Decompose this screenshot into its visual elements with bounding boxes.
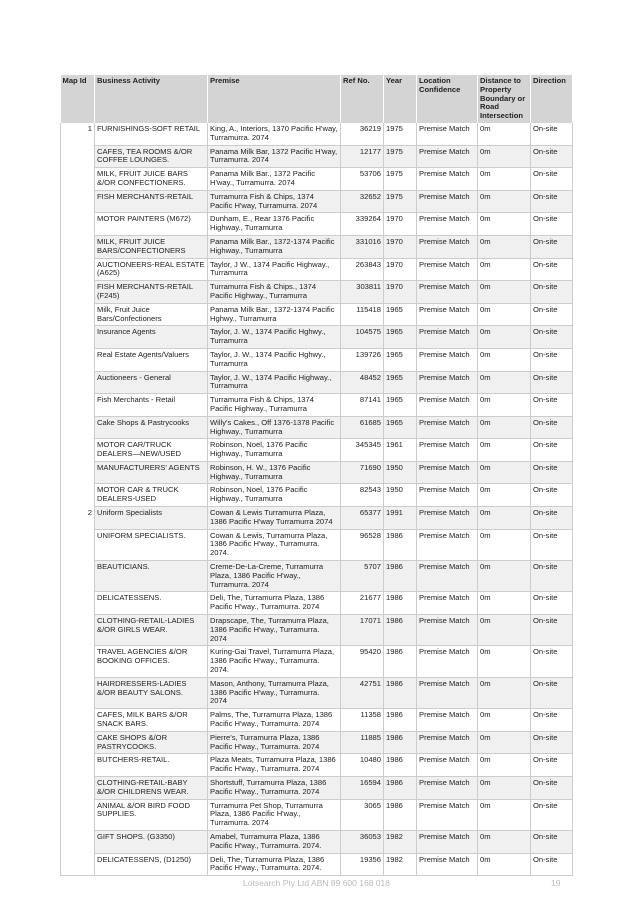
direction-cell: On-site bbox=[531, 123, 573, 145]
table-row bbox=[61, 190, 573, 213]
map-id-cell bbox=[61, 371, 95, 394]
ref-no-cell: 96528 bbox=[341, 529, 384, 560]
map-id-cell bbox=[61, 830, 95, 853]
distance-cell: 0m bbox=[478, 371, 531, 394]
map-id-cell bbox=[61, 561, 95, 592]
year-cell: 1970 bbox=[384, 281, 417, 304]
distance-cell: 0m bbox=[478, 123, 531, 145]
premise-cell: Robinson, Noel, 1376 Pacific Highway., Turramurra bbox=[208, 484, 341, 507]
year-cell: 1975 bbox=[384, 190, 417, 213]
map-id-cell: 1 bbox=[61, 123, 95, 145]
distance-cell: 0m bbox=[478, 439, 531, 462]
year-cell: 1970 bbox=[384, 213, 417, 236]
direction-cell: On-site bbox=[531, 677, 573, 708]
direction-cell: On-site bbox=[531, 258, 573, 281]
premise-cell: Shortstuff, Turramurra Plaza, 1386 Pacific H'way., Turramurra. 2074 bbox=[208, 777, 341, 800]
ref-no-cell: 82543 bbox=[341, 484, 384, 507]
direction-cell: On-site bbox=[531, 371, 573, 394]
ref-no-cell: 10480 bbox=[341, 754, 384, 777]
business-activity-cell: Uniform Specialists bbox=[95, 507, 208, 530]
premise-cell: Turramurra Fish & Chips., 1374 Pacific Highway., Turramurra bbox=[208, 281, 341, 304]
header-business-activity: Business Activity bbox=[95, 75, 208, 123]
business-activity-cell: TRAVEL AGENCIES &/OR BOOKING OFFICES. bbox=[95, 646, 208, 677]
year-cell: 1986 bbox=[384, 646, 417, 677]
distance-cell: 0m bbox=[478, 754, 531, 777]
premise-cell: Panama Milk Bar., 1372 Pacific H'way., Turramurra. 2074 bbox=[208, 168, 341, 191]
location-confidence-cell: Premise Match bbox=[417, 416, 478, 439]
ref-no-cell: 12177 bbox=[341, 145, 384, 168]
map-id-cell bbox=[61, 394, 95, 417]
business-activity-cell: AUCTIONEERS-REAL ESTATE (A625) bbox=[95, 258, 208, 281]
premise-cell: Creme-De-La-Creme, Turramurra Plaza, 1386 Pacific H'way., Turramurra. 2074 bbox=[208, 561, 341, 592]
year-cell: 1982 bbox=[384, 830, 417, 853]
business-activity-cell: FURNISHINGS-SOFT RETAIL bbox=[95, 123, 208, 145]
direction-cell: On-site bbox=[531, 561, 573, 592]
distance-cell: 0m bbox=[478, 853, 531, 876]
table-row bbox=[61, 461, 573, 484]
ref-no-cell: 339264 bbox=[341, 213, 384, 236]
direction-cell: On-site bbox=[531, 168, 573, 191]
business-activity-cell: UNIFORM SPECIALISTS. bbox=[95, 529, 208, 560]
table-row bbox=[61, 416, 573, 439]
table-row bbox=[61, 677, 573, 708]
year-cell: 1986 bbox=[384, 529, 417, 560]
ref-no-cell: 331016 bbox=[341, 235, 384, 258]
premise-cell: Amabel, Turramurra Plaza, 1386 Pacific H'way., Turramurra. 2074. bbox=[208, 830, 341, 853]
ref-no-cell: 104575 bbox=[341, 326, 384, 349]
year-cell: 1986 bbox=[384, 677, 417, 708]
ref-no-cell: 21677 bbox=[341, 592, 384, 615]
business-activity-cell: MANUFACTURERS' AGENTS bbox=[95, 461, 208, 484]
location-confidence-cell: Premise Match bbox=[417, 258, 478, 281]
table-row bbox=[61, 281, 573, 304]
premise-cell: Taylor, J. W., 1374 Pacific Hghwy., Turramurra bbox=[208, 348, 341, 371]
footer-company: Lotsearch Pty Ltd ABN 89 600 168 018 bbox=[243, 878, 390, 888]
ref-no-cell: 32652 bbox=[341, 190, 384, 213]
direction-cell: On-site bbox=[531, 281, 573, 304]
map-id-cell bbox=[61, 190, 95, 213]
table-row bbox=[61, 507, 573, 530]
direction-cell: On-site bbox=[531, 754, 573, 777]
location-confidence-cell: Premise Match bbox=[417, 281, 478, 304]
year-cell: 1986 bbox=[384, 615, 417, 646]
location-confidence-cell: Premise Match bbox=[417, 371, 478, 394]
ref-no-cell: 65377 bbox=[341, 507, 384, 530]
year-cell: 1961 bbox=[384, 439, 417, 462]
table-row bbox=[61, 484, 573, 507]
direction-cell: On-site bbox=[531, 615, 573, 646]
map-id-cell bbox=[61, 416, 95, 439]
direction-cell: On-site bbox=[531, 303, 573, 326]
distance-cell: 0m bbox=[478, 348, 531, 371]
business-activity-cell: MOTOR PAINTERS (M672) bbox=[95, 213, 208, 236]
direction-cell: On-site bbox=[531, 461, 573, 484]
premise-cell: Turramurra Pet Shop, Turramurra Plaza, 1386 Pacific H'way., Turramurra. 2074 bbox=[208, 799, 341, 830]
map-id-cell bbox=[61, 646, 95, 677]
location-confidence-cell: Premise Match bbox=[417, 394, 478, 417]
business-activity-cell: CAKE SHOPS &/OR PASTRYCOOKS. bbox=[95, 731, 208, 754]
table-row bbox=[61, 529, 573, 560]
year-cell: 1965 bbox=[384, 416, 417, 439]
ref-no-cell: 48452 bbox=[341, 371, 384, 394]
table-row bbox=[61, 561, 573, 592]
table-row bbox=[61, 830, 573, 853]
direction-cell: On-site bbox=[531, 507, 573, 530]
ref-no-cell: 53706 bbox=[341, 168, 384, 191]
ref-no-cell: 19356 bbox=[341, 853, 384, 876]
table-body bbox=[61, 123, 573, 876]
distance-cell: 0m bbox=[478, 561, 531, 592]
direction-cell: On-site bbox=[531, 853, 573, 876]
distance-cell: 0m bbox=[478, 615, 531, 646]
location-confidence-cell: Premise Match bbox=[417, 190, 478, 213]
direction-cell: On-site bbox=[531, 439, 573, 462]
premise-cell: Taylor, J. W., 1374 Pacific Highway., Turramurra bbox=[208, 371, 341, 394]
business-activity-cell: HAIRDRESSERS-LADIES &/OR BEAUTY SALONS. bbox=[95, 677, 208, 708]
location-confidence-cell: Premise Match bbox=[417, 439, 478, 462]
table-row bbox=[61, 799, 573, 830]
table-row bbox=[61, 439, 573, 462]
map-id-cell bbox=[61, 754, 95, 777]
premise-cell: Panama Milk Bar., 1372-1374 Pacific Hghwy., Turramurra bbox=[208, 303, 341, 326]
business-activity-cell: BUTCHERS-RETAIL. bbox=[95, 754, 208, 777]
ref-no-cell: 87141 bbox=[341, 394, 384, 417]
map-id-cell bbox=[61, 439, 95, 462]
business-activity-cell: Real Estate Agents/Valuers bbox=[95, 348, 208, 371]
table-row bbox=[61, 168, 573, 191]
ref-no-cell: 36053 bbox=[341, 830, 384, 853]
premise-cell: Cowan & Lewis Turramurra Plaza, 1386 Pacific H'way Turramurra 2074 bbox=[208, 507, 341, 530]
location-confidence-cell: Premise Match bbox=[417, 677, 478, 708]
business-activity-cell: CLOTHING-RETAIL-BABY &/OR CHILDRENS WEAR. bbox=[95, 777, 208, 800]
table-row bbox=[61, 646, 573, 677]
distance-cell: 0m bbox=[478, 709, 531, 732]
distance-cell: 0m bbox=[478, 592, 531, 615]
business-activity-cell: Insurance Agents bbox=[95, 326, 208, 349]
distance-cell: 0m bbox=[478, 461, 531, 484]
distance-cell: 0m bbox=[478, 190, 531, 213]
ref-no-cell: 345345 bbox=[341, 439, 384, 462]
premise-cell: Panama Milk Bar, 1372 Pacific H'way, Turramurra. 2074 bbox=[208, 145, 341, 168]
ref-no-cell: 36219 bbox=[341, 123, 384, 145]
location-confidence-cell: Premise Match bbox=[417, 326, 478, 349]
location-confidence-cell: Premise Match bbox=[417, 799, 478, 830]
direction-cell: On-site bbox=[531, 394, 573, 417]
premise-cell: Drapscape, The, Turramurra Plaza, 1386 Pacific H'way., Turramurra. 2074 bbox=[208, 615, 341, 646]
ref-no-cell: 5707 bbox=[341, 561, 384, 592]
year-cell: 1965 bbox=[384, 303, 417, 326]
location-confidence-cell: Premise Match bbox=[417, 348, 478, 371]
direction-cell: On-site bbox=[531, 709, 573, 732]
year-cell: 1975 bbox=[384, 168, 417, 191]
premise-cell: Deli, The, Turramurra Plaza, 1386 Pacific H'way., Turramurra. 2074 bbox=[208, 592, 341, 615]
direction-cell: On-site bbox=[531, 484, 573, 507]
premise-cell: Panama Milk Bar., 1372-1374 Pacific Highway., Turramurra bbox=[208, 235, 341, 258]
map-id-cell bbox=[61, 145, 95, 168]
business-activity-cell: MILK, FRUIT JUICE BARS &/OR CONFECTIONERS. bbox=[95, 168, 208, 191]
ref-no-cell: 11358 bbox=[341, 709, 384, 732]
year-cell: 1975 bbox=[384, 123, 417, 145]
distance-cell: 0m bbox=[478, 258, 531, 281]
location-confidence-cell: Premise Match bbox=[417, 529, 478, 560]
distance-cell: 0m bbox=[478, 235, 531, 258]
map-id-cell bbox=[61, 592, 95, 615]
year-cell: 1986 bbox=[384, 592, 417, 615]
ref-no-cell: 115418 bbox=[341, 303, 384, 326]
direction-cell: On-site bbox=[531, 235, 573, 258]
premise-cell: King, A., Interiors, 1370 Pacific H'way, Turramurra. 2074 bbox=[208, 123, 341, 145]
distance-cell: 0m bbox=[478, 777, 531, 800]
table-row bbox=[61, 731, 573, 754]
direction-cell: On-site bbox=[531, 213, 573, 236]
direction-cell: On-site bbox=[531, 145, 573, 168]
location-confidence-cell: Premise Match bbox=[417, 709, 478, 732]
location-confidence-cell: Premise Match bbox=[417, 754, 478, 777]
direction-cell: On-site bbox=[531, 190, 573, 213]
business-activity-cell: GIFT SHOPS. (G3350) bbox=[95, 830, 208, 853]
table-row bbox=[61, 145, 573, 168]
ref-no-cell: 42751 bbox=[341, 677, 384, 708]
table-row bbox=[61, 348, 573, 371]
table-row bbox=[61, 235, 573, 258]
distance-cell: 0m bbox=[478, 507, 531, 530]
year-cell: 1975 bbox=[384, 145, 417, 168]
ref-no-cell: 95420 bbox=[341, 646, 384, 677]
distance-cell: 0m bbox=[478, 145, 531, 168]
location-confidence-cell: Premise Match bbox=[417, 303, 478, 326]
header-direction: Direction bbox=[531, 75, 573, 123]
location-confidence-cell: Premise Match bbox=[417, 830, 478, 853]
distance-cell: 0m bbox=[478, 646, 531, 677]
map-id-cell bbox=[61, 799, 95, 830]
direction-cell: On-site bbox=[531, 348, 573, 371]
distance-cell: 0m bbox=[478, 529, 531, 560]
map-id-cell: 2 bbox=[61, 507, 95, 530]
distance-cell: 0m bbox=[478, 303, 531, 326]
map-id-cell bbox=[61, 777, 95, 800]
location-confidence-cell: Premise Match bbox=[417, 484, 478, 507]
distance-cell: 0m bbox=[478, 731, 531, 754]
header-distance: Distance to Property Boundary or Road Intersection bbox=[478, 75, 531, 123]
table-row bbox=[61, 709, 573, 732]
business-activity-cell: Cake Shops & Pastrycooks bbox=[95, 416, 208, 439]
year-cell: 1970 bbox=[384, 258, 417, 281]
table-row bbox=[61, 777, 573, 800]
table-row bbox=[61, 213, 573, 236]
map-id-cell bbox=[61, 529, 95, 560]
premise-cell: Mason, Anthony, Turramurra Plaza, 1386 Pacific H'way., Turramurra. 2074 bbox=[208, 677, 341, 708]
map-id-cell bbox=[61, 281, 95, 304]
distance-cell: 0m bbox=[478, 394, 531, 417]
table-row bbox=[61, 754, 573, 777]
location-confidence-cell: Premise Match bbox=[417, 777, 478, 800]
premise-cell: Turramurra Fish & Chips, 1374 Pacific Highway., Turramurra bbox=[208, 394, 341, 417]
ref-no-cell: 263843 bbox=[341, 258, 384, 281]
ref-no-cell: 3065 bbox=[341, 799, 384, 830]
table-row bbox=[61, 303, 573, 326]
year-cell: 1986 bbox=[384, 561, 417, 592]
location-confidence-cell: Premise Match bbox=[417, 461, 478, 484]
business-activity-cell: CAFES, MILK BARS &/OR SNACK BARS. bbox=[95, 709, 208, 732]
location-confidence-cell: Premise Match bbox=[417, 646, 478, 677]
location-confidence-cell: Premise Match bbox=[417, 615, 478, 646]
location-confidence-cell: Premise Match bbox=[417, 731, 478, 754]
ref-no-cell: 71690 bbox=[341, 461, 384, 484]
header-year: Year bbox=[384, 75, 417, 123]
year-cell: 1950 bbox=[384, 484, 417, 507]
business-activity-cell: Milk, Fruit Juice Bars/Confectioners bbox=[95, 303, 208, 326]
location-confidence-cell: Premise Match bbox=[417, 853, 478, 876]
premise-cell: Willy's Cakes., Off 1376-1378 Pacific Highway., Turramurra bbox=[208, 416, 341, 439]
premise-cell: Robinson, Noel, 1376 Pacific Highway., Turramurra bbox=[208, 439, 341, 462]
ref-no-cell: 16594 bbox=[341, 777, 384, 800]
map-id-cell bbox=[61, 677, 95, 708]
year-cell: 1991 bbox=[384, 507, 417, 530]
location-confidence-cell: Premise Match bbox=[417, 213, 478, 236]
table-row bbox=[61, 592, 573, 615]
year-cell: 1965 bbox=[384, 348, 417, 371]
header-premise: Premise bbox=[208, 75, 341, 123]
premise-cell: Palms, The, Turramurra Plaza, 1386 Pacific H'way., Turramurra. 2074 bbox=[208, 709, 341, 732]
premise-cell: Dunham, E., Rear 1376 Pacific Highway., Turramurra bbox=[208, 213, 341, 236]
business-activity-cell: MILK, FRUIT JUICE BARS/CONFECTIONERS bbox=[95, 235, 208, 258]
premise-cell: Taylor, J. W., 1374 Pacific Hghwy., Turramurra bbox=[208, 326, 341, 349]
premise-cell: Robinson, H. W., 1376 Pacific Highway., Turramurra bbox=[208, 461, 341, 484]
map-id-cell bbox=[61, 303, 95, 326]
business-activity-cell: FISH MERCHANTS-RETAIL bbox=[95, 190, 208, 213]
table-row bbox=[61, 123, 573, 145]
year-cell: 1986 bbox=[384, 777, 417, 800]
map-id-cell bbox=[61, 168, 95, 191]
location-confidence-cell: Premise Match bbox=[417, 145, 478, 168]
header-map-id: Map Id bbox=[61, 75, 95, 123]
year-cell: 1986 bbox=[384, 754, 417, 777]
table-row bbox=[61, 615, 573, 646]
header-ref-no: Ref No. bbox=[341, 75, 384, 123]
premise-cell: Deli, The, Turramurra Plaza, 1386 Pacific H'way., Turramurra. 2074. bbox=[208, 853, 341, 876]
map-id-cell bbox=[61, 258, 95, 281]
business-activity-cell: MOTOR CAR & TRUCK DEALERS-USED bbox=[95, 484, 208, 507]
premise-cell: Pierre's, Turramurra Plaza, 1386 Pacific H'way., Turramurra. 2074 bbox=[208, 731, 341, 754]
ref-no-cell: 11885 bbox=[341, 731, 384, 754]
business-activity-cell: MOTOR CAR/TRUCK DEALERS—NEW/USED bbox=[95, 439, 208, 462]
map-id-cell bbox=[61, 731, 95, 754]
year-cell: 1986 bbox=[384, 731, 417, 754]
location-confidence-cell: Premise Match bbox=[417, 507, 478, 530]
location-confidence-cell: Premise Match bbox=[417, 235, 478, 258]
table-row bbox=[61, 326, 573, 349]
distance-cell: 0m bbox=[478, 213, 531, 236]
direction-cell: On-site bbox=[531, 777, 573, 800]
map-id-cell bbox=[61, 213, 95, 236]
ref-no-cell: 61685 bbox=[341, 416, 384, 439]
distance-cell: 0m bbox=[478, 799, 531, 830]
page-number: 19 bbox=[551, 878, 561, 888]
table-row bbox=[61, 853, 573, 876]
direction-cell: On-site bbox=[531, 529, 573, 560]
business-activity-cell: BEAUTICIANS. bbox=[95, 561, 208, 592]
distance-cell: 0m bbox=[478, 326, 531, 349]
premise-cell: Kuring-Gai Travel, Turramurra Plaza, 1386 Pacific H'way., Turramurra. 2074. bbox=[208, 646, 341, 677]
map-id-cell bbox=[61, 484, 95, 507]
year-cell: 1986 bbox=[384, 709, 417, 732]
ref-no-cell: 17071 bbox=[341, 615, 384, 646]
location-confidence-cell: Premise Match bbox=[417, 561, 478, 592]
table-row bbox=[61, 371, 573, 394]
distance-cell: 0m bbox=[478, 168, 531, 191]
year-cell: 1965 bbox=[384, 326, 417, 349]
direction-cell: On-site bbox=[531, 731, 573, 754]
distance-cell: 0m bbox=[478, 677, 531, 708]
ref-no-cell: 139726 bbox=[341, 348, 384, 371]
table-header-row bbox=[61, 75, 573, 123]
premise-cell: Taylor, J W., 1374 Pacific Highway., Turramurra bbox=[208, 258, 341, 281]
direction-cell: On-site bbox=[531, 416, 573, 439]
map-id-cell bbox=[61, 235, 95, 258]
business-directory-table bbox=[60, 75, 573, 876]
map-id-cell bbox=[61, 326, 95, 349]
business-activity-cell: DELICATESSENS, (D1250) bbox=[95, 853, 208, 876]
table-row bbox=[61, 258, 573, 281]
year-cell: 1965 bbox=[384, 371, 417, 394]
direction-cell: On-site bbox=[531, 799, 573, 830]
business-activity-cell: CAFES, TEA ROOMS &/OR COFFEE LOUNGES. bbox=[95, 145, 208, 168]
map-id-cell bbox=[61, 348, 95, 371]
location-confidence-cell: Premise Match bbox=[417, 123, 478, 145]
business-activity-cell: FISH MERCHANTS-RETAIL (F245) bbox=[95, 281, 208, 304]
distance-cell: 0m bbox=[478, 281, 531, 304]
year-cell: 1970 bbox=[384, 235, 417, 258]
business-activity-cell: ANIMAL &/OR BIRD FOOD SUPPLIES. bbox=[95, 799, 208, 830]
direction-cell: On-site bbox=[531, 646, 573, 677]
business-activity-cell: DELICATESSENS. bbox=[95, 592, 208, 615]
direction-cell: On-site bbox=[531, 830, 573, 853]
business-activity-cell: Auctioneers - General bbox=[95, 371, 208, 394]
map-id-cell bbox=[61, 853, 95, 876]
year-cell: 1950 bbox=[384, 461, 417, 484]
premise-cell: Plaza Meats, Turramurra Plaza, 1386 Pacific H'way., Turramurra. 2074 bbox=[208, 754, 341, 777]
location-confidence-cell: Premise Match bbox=[417, 592, 478, 615]
table-row bbox=[61, 394, 573, 417]
premise-cell: Cowan & Lewis, Turramurra Plaza, 1386 Pacific H'way., Turramurra. 2074. bbox=[208, 529, 341, 560]
year-cell: 1986 bbox=[384, 799, 417, 830]
direction-cell: On-site bbox=[531, 592, 573, 615]
location-confidence-cell: Premise Match bbox=[417, 168, 478, 191]
map-id-cell bbox=[61, 709, 95, 732]
distance-cell: 0m bbox=[478, 484, 531, 507]
ref-no-cell: 303811 bbox=[341, 281, 384, 304]
year-cell: 1982 bbox=[384, 853, 417, 876]
distance-cell: 0m bbox=[478, 830, 531, 853]
business-activity-cell: Fish Merchants - Retail bbox=[95, 394, 208, 417]
business-activity-cell: CLOTHING-RETAIL-LADIES &/OR GIRLS WEAR. bbox=[95, 615, 208, 646]
premise-cell: Turramurra Fish & Chips, 1374 Pacific H'way, Turramurra. 2074 bbox=[208, 190, 341, 213]
distance-cell: 0m bbox=[478, 416, 531, 439]
map-id-cell bbox=[61, 461, 95, 484]
header-location-confidence: Location Confidence bbox=[417, 75, 478, 123]
year-cell: 1965 bbox=[384, 394, 417, 417]
direction-cell: On-site bbox=[531, 326, 573, 349]
map-id-cell bbox=[61, 615, 95, 646]
